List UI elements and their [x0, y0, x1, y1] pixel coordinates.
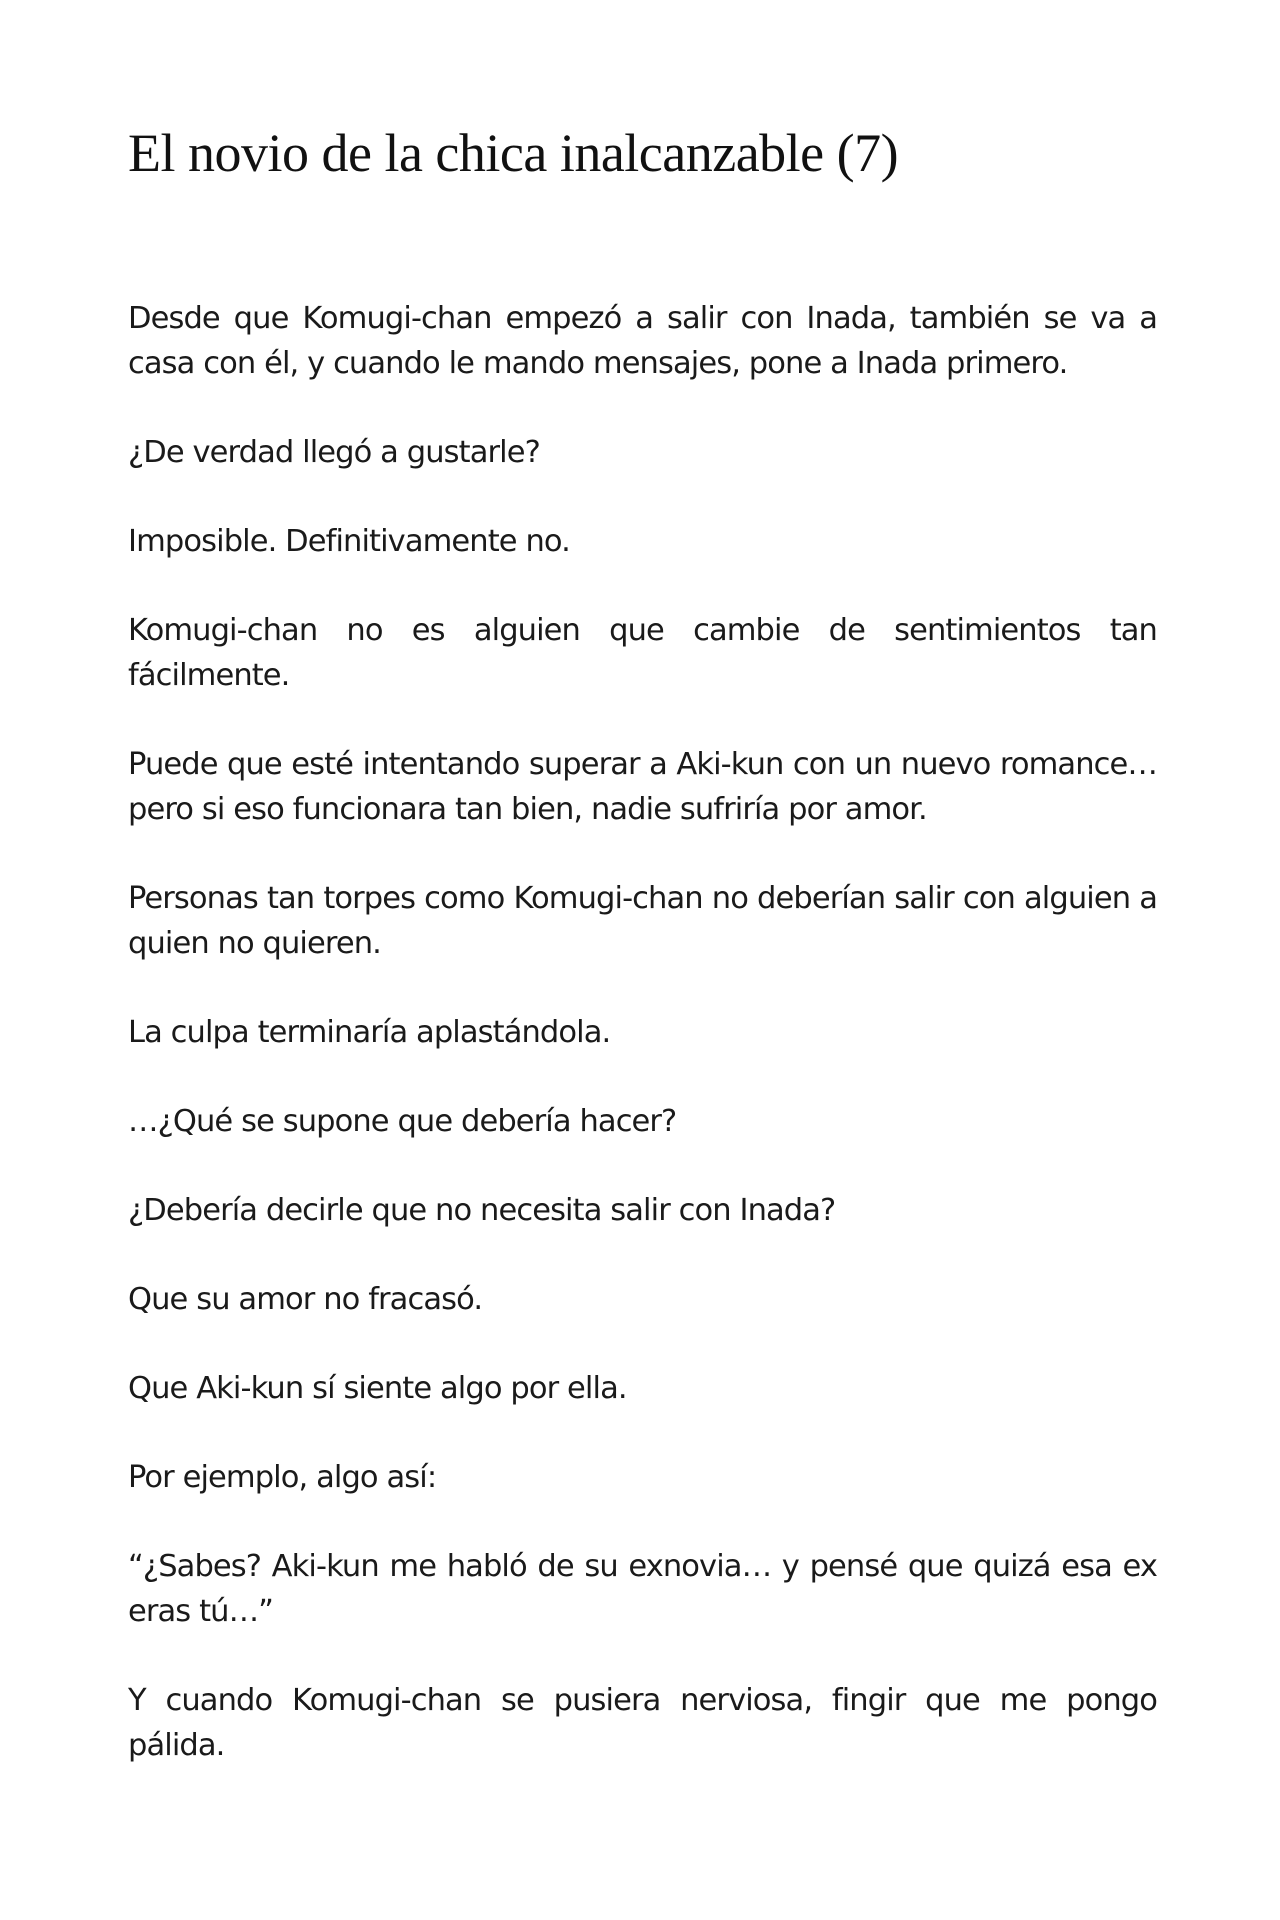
paragraph: Imposible. Definitivamente no.: [128, 524, 570, 559]
paragraph: “¿Sabes? Aki-kun me habló de su exnovia… y pensé que quizá esa ex eras tú…”: [128, 1549, 1157, 1629]
paragraph: Puede que esté intentando superar a Aki-kun con un nuevo romance… pero si eso funcionara tan bien, nadie sufriría por amor.: [128, 747, 1157, 827]
paragraph: Y cuando Komugi-chan se pusiera nerviosa, fingir que me pongo pálida.: [128, 1683, 1157, 1763]
chapter-body: [128, 296, 1157, 1812]
paragraph: Personas tan torpes como Komugi-chan no deberían salir con alguien a quien no quieren.: [128, 881, 1157, 961]
chapter-title: El novio de la chica inalcanzable (7): [128, 123, 899, 183]
paragraph: Komugi-chan no es alguien que cambie de sentimientos tan fácilmente.: [128, 613, 1157, 693]
paragraph: ¿De verdad llegó a gustarle?: [128, 435, 540, 470]
paragraph: Que su amor no fracasó.: [128, 1282, 483, 1317]
paragraph: …¿Qué se supone que debería hacer?: [128, 1104, 677, 1139]
paragraph: La culpa terminaría aplastándola.: [128, 1015, 611, 1050]
paragraph: Que Aki-kun sí siente algo por ella.: [128, 1371, 627, 1406]
paragraph: Desde que Komugi-chan empezó a salir con Inada, también se va a casa con él, y cuando le mando mensajes, pone a Inada primero.: [128, 301, 1157, 381]
paragraph: Por ejemplo, algo así:: [128, 1460, 437, 1495]
paragraph: ¿Debería decirle que no necesita salir con Inada?: [128, 1193, 836, 1228]
